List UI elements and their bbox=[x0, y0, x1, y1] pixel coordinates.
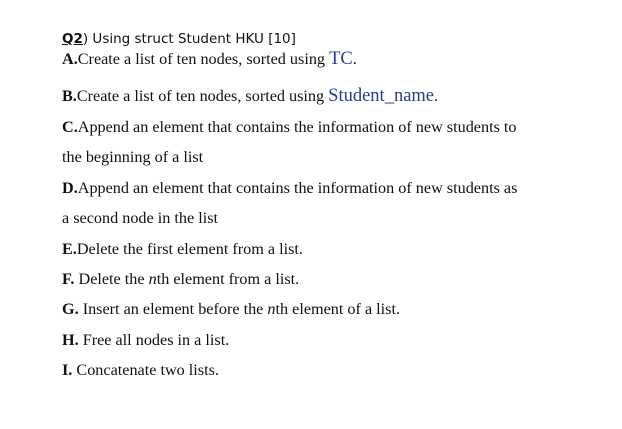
item-h bbox=[62, 331, 229, 350]
item-c-text: Append an element that contains the information of new students to bbox=[77, 118, 517, 136]
item-e-text: Delete the first element from a list. bbox=[76, 240, 303, 258]
item-c-continuation: the beginning of a list bbox=[62, 148, 204, 166]
question-number: Q2 bbox=[62, 31, 83, 47]
item-f-em: n bbox=[148, 270, 157, 288]
item-b bbox=[62, 86, 438, 107]
item-a-end: . bbox=[352, 50, 357, 68]
item-b-letter: B. bbox=[62, 87, 77, 105]
item-i bbox=[62, 361, 219, 380]
question-heading bbox=[62, 31, 296, 47]
item-a-letter: A. bbox=[62, 50, 78, 68]
item-h-text: Free all nodes in a list. bbox=[78, 331, 230, 349]
item-b-highlight: Student_name bbox=[328, 86, 435, 106]
item-d-continuation: a second node in the list bbox=[62, 209, 218, 227]
item-d-letter: D. bbox=[62, 179, 78, 197]
item-b-end: . bbox=[434, 87, 439, 105]
item-g-post: th element of a list. bbox=[275, 300, 401, 318]
item-e bbox=[62, 240, 303, 259]
item-g-letter: G. bbox=[62, 300, 79, 318]
item-e-letter: E. bbox=[62, 240, 77, 258]
item-a-highlight: TC bbox=[329, 49, 353, 69]
item-f-pre: Delete the bbox=[74, 270, 149, 288]
item-d-text: Append an element that contains the information of new students as bbox=[77, 179, 518, 197]
item-c-letter: C. bbox=[62, 118, 78, 136]
item-f-letter: F. bbox=[62, 270, 75, 288]
item-i-letter: I. bbox=[62, 361, 73, 379]
item-h-letter: H. bbox=[62, 331, 79, 349]
item-b-text: Create a list of ten nodes, sorted using bbox=[76, 87, 329, 105]
item-a-text: Create a list of ten nodes, sorted using bbox=[77, 50, 330, 68]
item-d bbox=[62, 179, 517, 198]
item-i-text: Concatenate two lists. bbox=[72, 361, 219, 379]
item-g bbox=[62, 300, 400, 319]
item-g-em: n bbox=[267, 300, 276, 318]
item-g-pre: Insert an element before the bbox=[78, 300, 268, 318]
item-f bbox=[62, 270, 299, 289]
item-c bbox=[62, 118, 517, 137]
item-a bbox=[62, 49, 357, 70]
question-title: ) Using struct Student HKU [10] bbox=[82, 31, 296, 47]
item-f-post: th element from a list. bbox=[156, 270, 300, 288]
